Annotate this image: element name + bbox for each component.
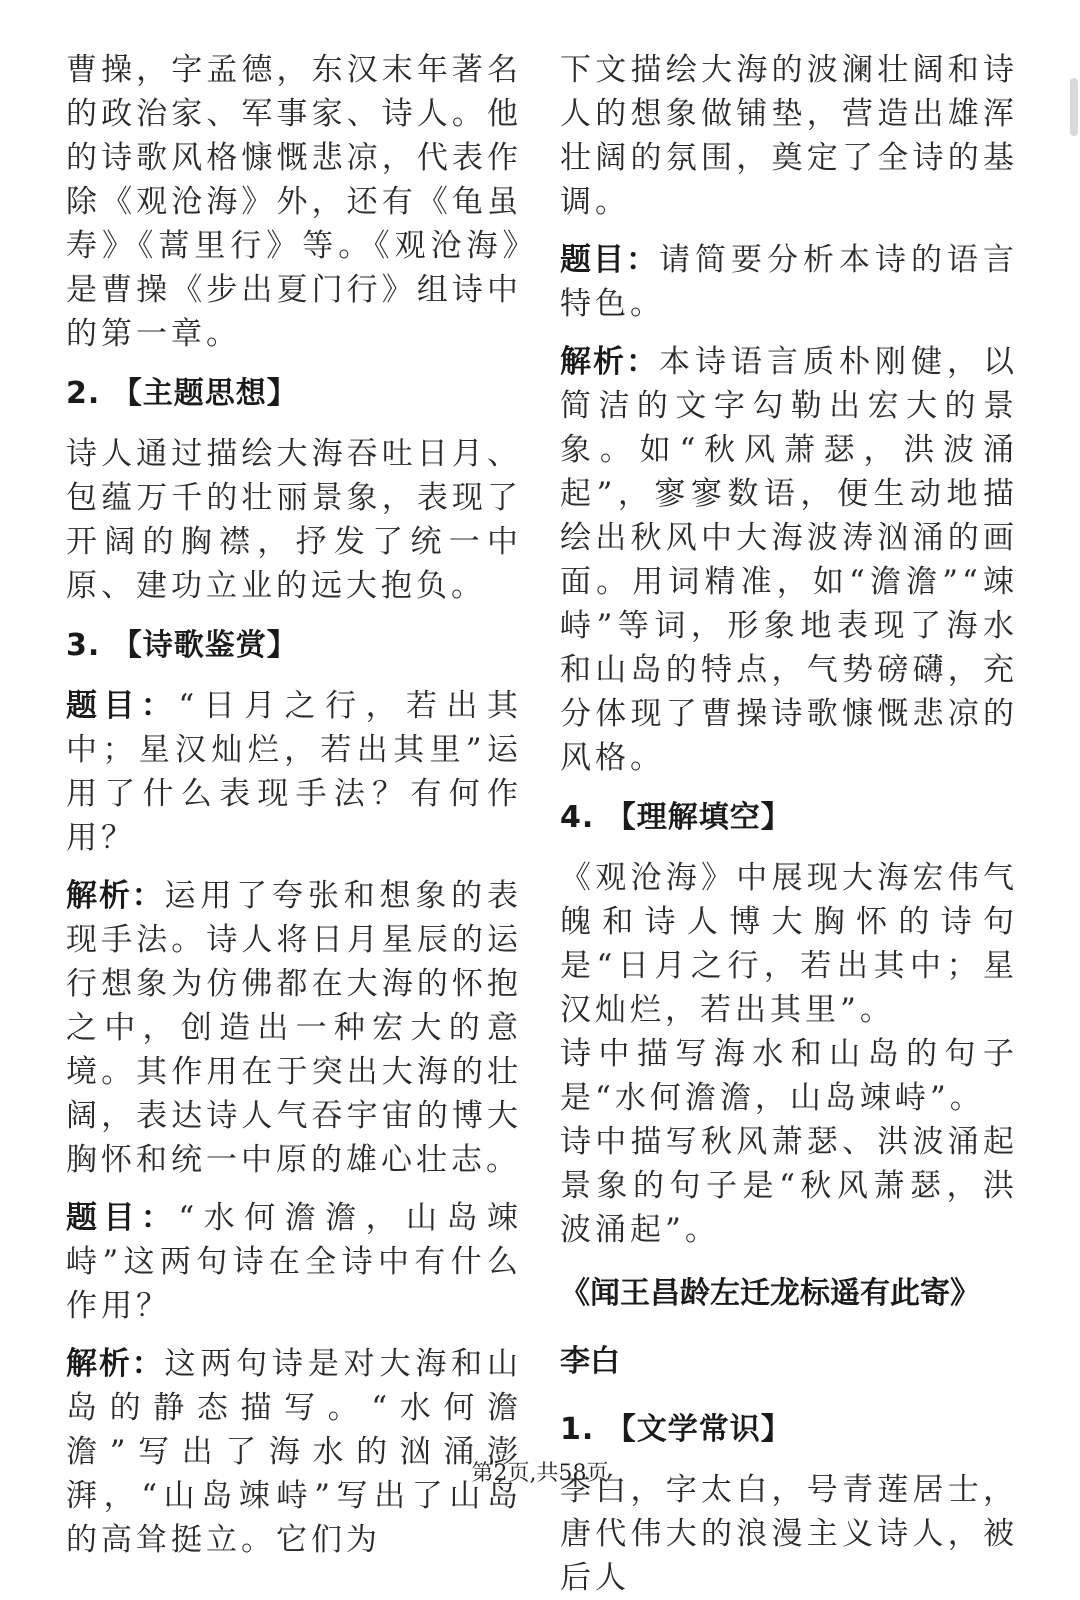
- question-1: [66, 684, 522, 860]
- analysis-label: 解析：: [66, 1346, 165, 1382]
- fill-blank-2: 诗中描写海水和山岛的句子是“水何澹澹，山岛竦峙”。: [560, 1036, 1018, 1116]
- fill-blank-3: 诗中描写秋风萧瑟、洪波涌起景象的句子是“秋风萧瑟，洪波涌起”。: [560, 1124, 1018, 1248]
- poem-author: 李白: [560, 1344, 620, 1379]
- question-2: [66, 1196, 522, 1328]
- li-bai-intro-paragraph: 李白，字太白，号青莲居士，唐代伟大的浪漫主义诗人，被后人: [560, 1472, 1018, 1596]
- analysis-label: 解析：: [560, 344, 659, 380]
- analysis-1: [66, 874, 522, 1182]
- analysis-3: [560, 340, 1018, 780]
- section-heading-fill-blank: 4. 【理解填空】: [560, 800, 792, 835]
- analysis-text: 本诗语言质朴刚健，以简洁的文字勾勒出宏大的景象。如“秋风萧瑟，洪波涌起”，寥寥数语，便生动地描绘出秋风中大海波涛汹涌的画面。用词精准，如“澹澹”“竦峙”等词，形象地表现了海水和山岛的特点，气势磅礴，充分体现了曹操诗歌慷慨悲凉的风格。: [560, 344, 1018, 776]
- question-3: [560, 238, 1018, 326]
- author-intro-paragraph: 曹操，字孟德，东汉末年著名的政治家、军事家、诗人。他的诗歌风格慷慨悲凉，代表作除《观沧海》外，还有《龟虽寿》《蒿里行》等。《观沧海》是曹操《步出夏门行》组诗中的第一章。: [66, 52, 522, 352]
- question-text: 请简要分析本诗的语言特色。: [560, 242, 1018, 322]
- analysis-text: 运用了夸张和想象的表现手法。诗人将日月星辰的运行想象为仿佛都在大海的怀抱之中，创造出一种宏大的意境。其作用在于突出大海的壮阔，表达诗人气吞宇宙的博大胸怀和统一中原的雄心壮志。: [66, 878, 522, 1178]
- analysis-text: 这两句诗是对大海和山岛的静态描写。“水何澹澹”写出了海水的汹涌澎湃，“山岛竦峙”写出了山岛的高耸挺立。它们为: [66, 1346, 522, 1558]
- question-text: “日月之行，若出其中；星汉灿烂，若出其里”运用了什么表现手法？有何作用？: [66, 688, 522, 856]
- page-number: 第2页,共58页: [471, 1461, 609, 1486]
- poem-title: 《闻王昌龄左迁龙标遥有此寄》: [560, 1276, 980, 1311]
- analysis-2: [66, 1342, 522, 1562]
- section-heading-literary-knowledge: 1. 【文学常识】: [560, 1412, 792, 1447]
- analysis-label: 解析：: [66, 878, 165, 914]
- scrollbar-thumb[interactable]: [1070, 78, 1078, 136]
- section-heading-theme: 2. 【主题思想】: [66, 376, 298, 411]
- question-text: “水何澹澹，山岛竦峙”这两句诗在全诗中有什么作用？: [66, 1200, 522, 1324]
- question-label: 题目：: [66, 1200, 179, 1236]
- scrollbar[interactable]: [1068, 0, 1080, 1506]
- question-label: 题目：: [560, 242, 659, 278]
- theme-paragraph: 诗人通过描绘大海吞吐日月、包蕴万千的壮丽景象，表现了开阔的胸襟，抒发了统一中原、建功立业的远大抱负。: [66, 436, 522, 604]
- fill-blank-1: 《观沧海》中展现大海宏伟气魄和诗人博大胸怀的诗句是“日月之行，若出其中；星汉灿烂，若出其里”。: [560, 860, 1018, 1028]
- question-label: 题目：: [66, 688, 179, 724]
- analysis-2-continued: 下文描绘大海的波澜壮阔和诗人的想象做铺垫，营造出雄浑壮阔的氛围，奠定了全诗的基调。: [560, 52, 1018, 220]
- right-column: [560, 48, 1018, 1600]
- left-column: [66, 48, 522, 1562]
- section-heading-appreciation: 3. 【诗歌鉴赏】: [66, 628, 298, 663]
